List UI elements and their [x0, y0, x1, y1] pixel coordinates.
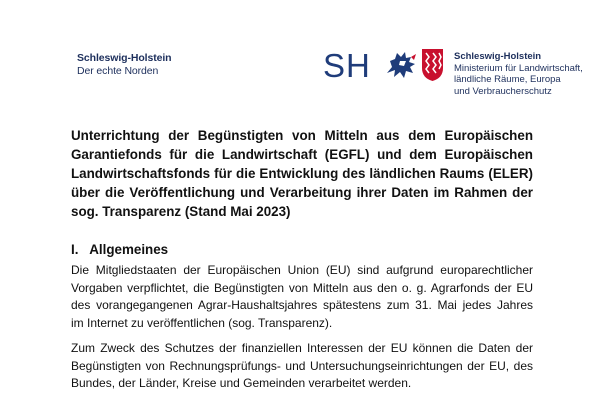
section-heading	[71, 242, 168, 257]
ministry-line: ländliche Räume, Europa	[454, 74, 561, 85]
title-line: sog. Transparenz (Stand Mai 2023)	[71, 204, 291, 219]
paragraph-line: Bundes, der Länder, Kreise und Gemeinden verarbeitet werden.	[71, 376, 412, 390]
title-line: Landwirtschaftsfonds für die Entwicklung des ländlichen Raums (ELER)	[71, 166, 533, 181]
sh-logo	[323, 46, 450, 86]
ministry-line: Ministerium für Landwirtschaft,	[454, 62, 583, 74]
paragraph-line: des vorangegangenen Agrar-Haushaltsjahres spätestens zum 31. Mai jedes Jahres	[71, 298, 533, 312]
state-name: Schleswig-Holstein	[77, 52, 172, 64]
paragraph-line: Zum Zweck des Schutzes der finanziellen Interessen der EU können die Daten der	[71, 341, 533, 355]
section-title: Allgemeines	[89, 242, 169, 257]
sh-logo-text: SH	[323, 47, 371, 84]
paragraph-line: Begünstigten von Rechnungsprüfungs- und Untersuchungseinrichtungen der EU, des	[71, 358, 533, 373]
crest-icon	[421, 48, 444, 82]
ministry-brand	[454, 51, 583, 97]
ministry-state-name: Schleswig-Holstein	[454, 51, 542, 62]
title-line: Unterrichtung der Begünstigten von Mitteln aus dem Europäischen	[71, 128, 533, 143]
state-tagline: Der echte Norden	[77, 65, 159, 77]
paragraph-line: Vorgaben verpflichtet, die Begünstigten von Mitteln aus den o. g. Agrarfonds der EU	[71, 280, 533, 295]
paragraph-line: im Internet zu veröffentlichen (sog. Transparenz).	[71, 315, 333, 330]
paragraph-line: Die Mitgliedstaaten der Europäischen Union (EU) sind aufgrund europarechtlicher	[71, 263, 533, 277]
state-brand-left	[77, 52, 171, 78]
paragraph	[71, 262, 533, 332]
title-line: über die Veröffentlichung und Verarbeitung ihrer Daten im Rahmen der	[71, 185, 533, 200]
paragraph	[71, 340, 533, 393]
ministry-line: und Verbraucherschutz	[454, 85, 552, 97]
lion-icon	[384, 49, 418, 81]
section-number: I.	[71, 242, 79, 257]
document-title	[71, 126, 533, 221]
title-line: Garantiefonds für die Landwirtschaft (EGFL) und dem Europäischen	[71, 147, 533, 162]
